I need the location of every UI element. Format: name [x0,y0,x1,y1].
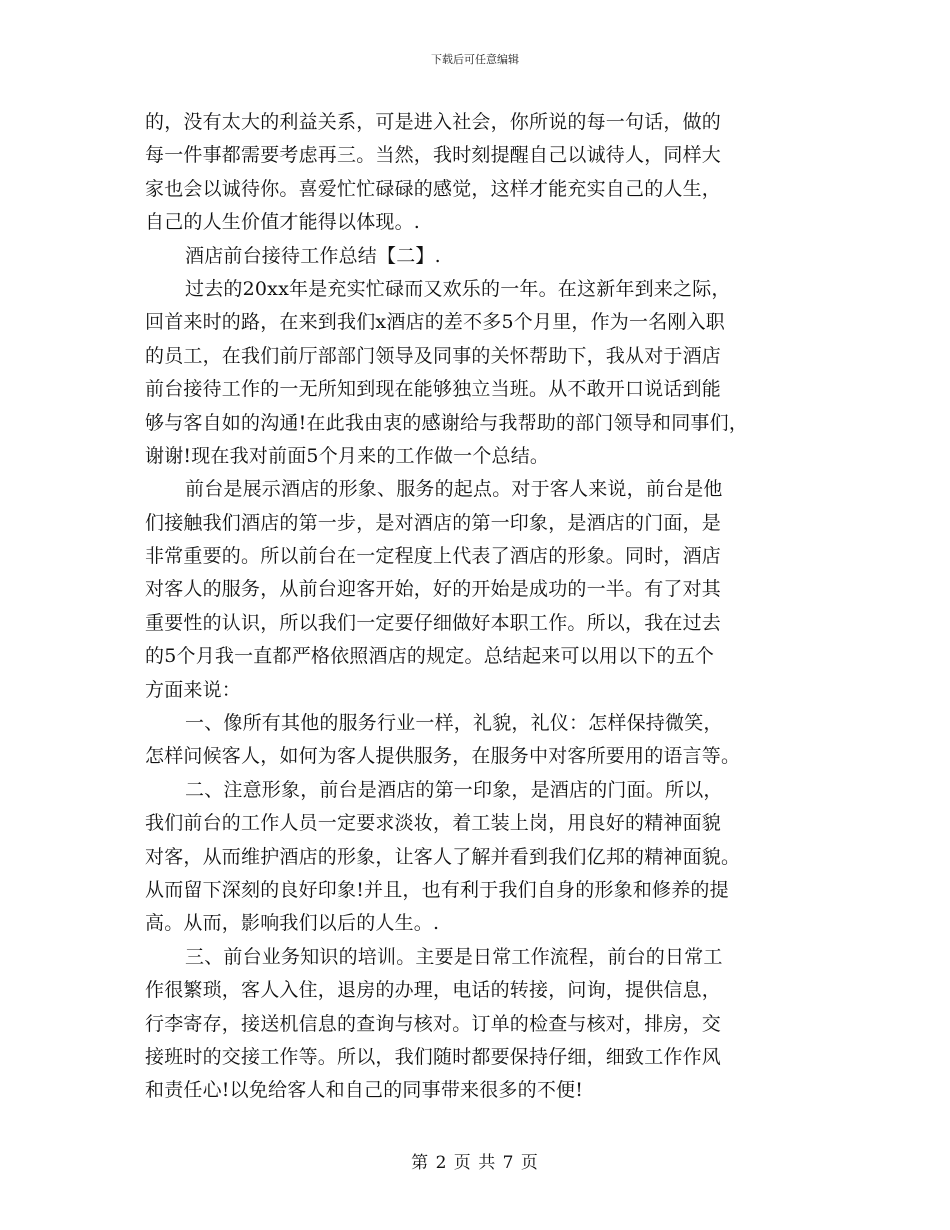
text-line: 一、像所有其他的服务行业一样，礼貌，礼仪：怎样保持微笑， [185,712,723,735]
text-line: 接班时的交接工作等。所以，我们随时都要保持仔细，细致工作作风 [145,1045,722,1068]
text-line: 二、注意形象，前台是酒店的第一印象，是酒店的门面。所以， [185,778,723,801]
paragraph [145,473,815,707]
text-line: 的，没有太大的利益关系，可是进入社会，你所说的每一句话，做的 [145,111,722,133]
text-line: 每一件事都需要考虑再三。当然，我时刻提醒自己以诚待人，同样大 [145,144,722,167]
paragraph [145,106,815,240]
text-line: 家也会以诚待你。喜爱忙忙碌碌的感觉，这样才能充实自己的人生， [145,177,722,200]
page-header: 下载后可任意编辑 [431,53,519,66]
text-line: 对客人的服务，从前台迎客开始，好的开始是成功的一半。有了对其 [145,578,722,601]
text-line: 三、前台业务知识的培训。主要是日常工作流程，前台的日常工 [185,945,723,968]
text-line: 前台是展示酒店的形象、服务的起点。对于客人来说，前台是他 [185,478,723,501]
text-line: 我们前台的工作人员一定要求淡妆，着工装上岗，用良好的精神面貌 [145,812,722,835]
text-line: 重要性的认识，所以我们一定要仔细做好本职工作。所以，我在过去 [145,611,722,634]
text-line: 够与客自如的沟通!在此我由衷的感谢给与我帮助的部门领导和同事们， [145,411,749,434]
text-line: 作很繁琐，客人入住，退房的办理，电话的转接，问询，提供信息， [145,979,722,1002]
paragraph [145,273,815,473]
text-line: 酒店前台接待工作总结【二】. [185,244,441,267]
text-line: 怎样问候客人，如何为客人提供服务，在服务中对客所要用的语言等。 [145,745,741,768]
document-body [145,106,815,1108]
text-line: 回首来时的路，在来到我们x酒店的差不多5个月里，作为一名刚入职 [145,311,726,334]
text-line: 方面来说： [145,678,242,701]
section-heading [145,240,815,273]
text-line: 高。从而，影响我们以后的人生。. [145,912,440,935]
text-line: 的员工，在我们前厅部部门领导及同事的关怀帮助下，我从对于酒店 [145,344,722,367]
text-line: 行李寄存，接送机信息的查询与核对。订单的检查与核对，排房，交 [145,1012,722,1035]
paragraph [145,707,815,774]
text-line: 过去的20xx年是充实忙碌而又欢乐的一年。在这新年到来之际， [185,277,731,300]
page-number-footer: 第 2 页 共 7 页 [411,1153,539,1173]
text-line: 对客，从而维护酒店的形象，让客人了解并看到我们亿邦的精神面貌。 [145,845,741,868]
text-line: 前台接待工作的一无所知到现在能够独立当班。从不敢开口说话到能 [145,378,722,401]
text-line: 从而留下深刻的良好印象!并且，也有利于我们自身的形象和修养的提 [145,878,729,901]
paragraph [145,941,815,1108]
text-line: 非常重要的。所以前台在一定程度上代表了酒店的形象。同时，酒店 [145,545,722,568]
text-line: 自己的人生价值才能得以体现。. [145,211,421,234]
text-line: 的5个月我一直都严格依照酒店的规定。总结起来可以用以下的五个 [145,645,715,668]
text-line: 和责任心!以免给客人和自己的同事带来很多的不便! [145,1079,584,1102]
text-line: 谢谢!现在我对前面5个月来的工作做一个总结。 [145,444,550,467]
text-line: 们接触我们酒店的第一步，是对酒店的第一印象，是酒店的门面，是 [145,511,722,534]
paragraph [145,774,815,941]
